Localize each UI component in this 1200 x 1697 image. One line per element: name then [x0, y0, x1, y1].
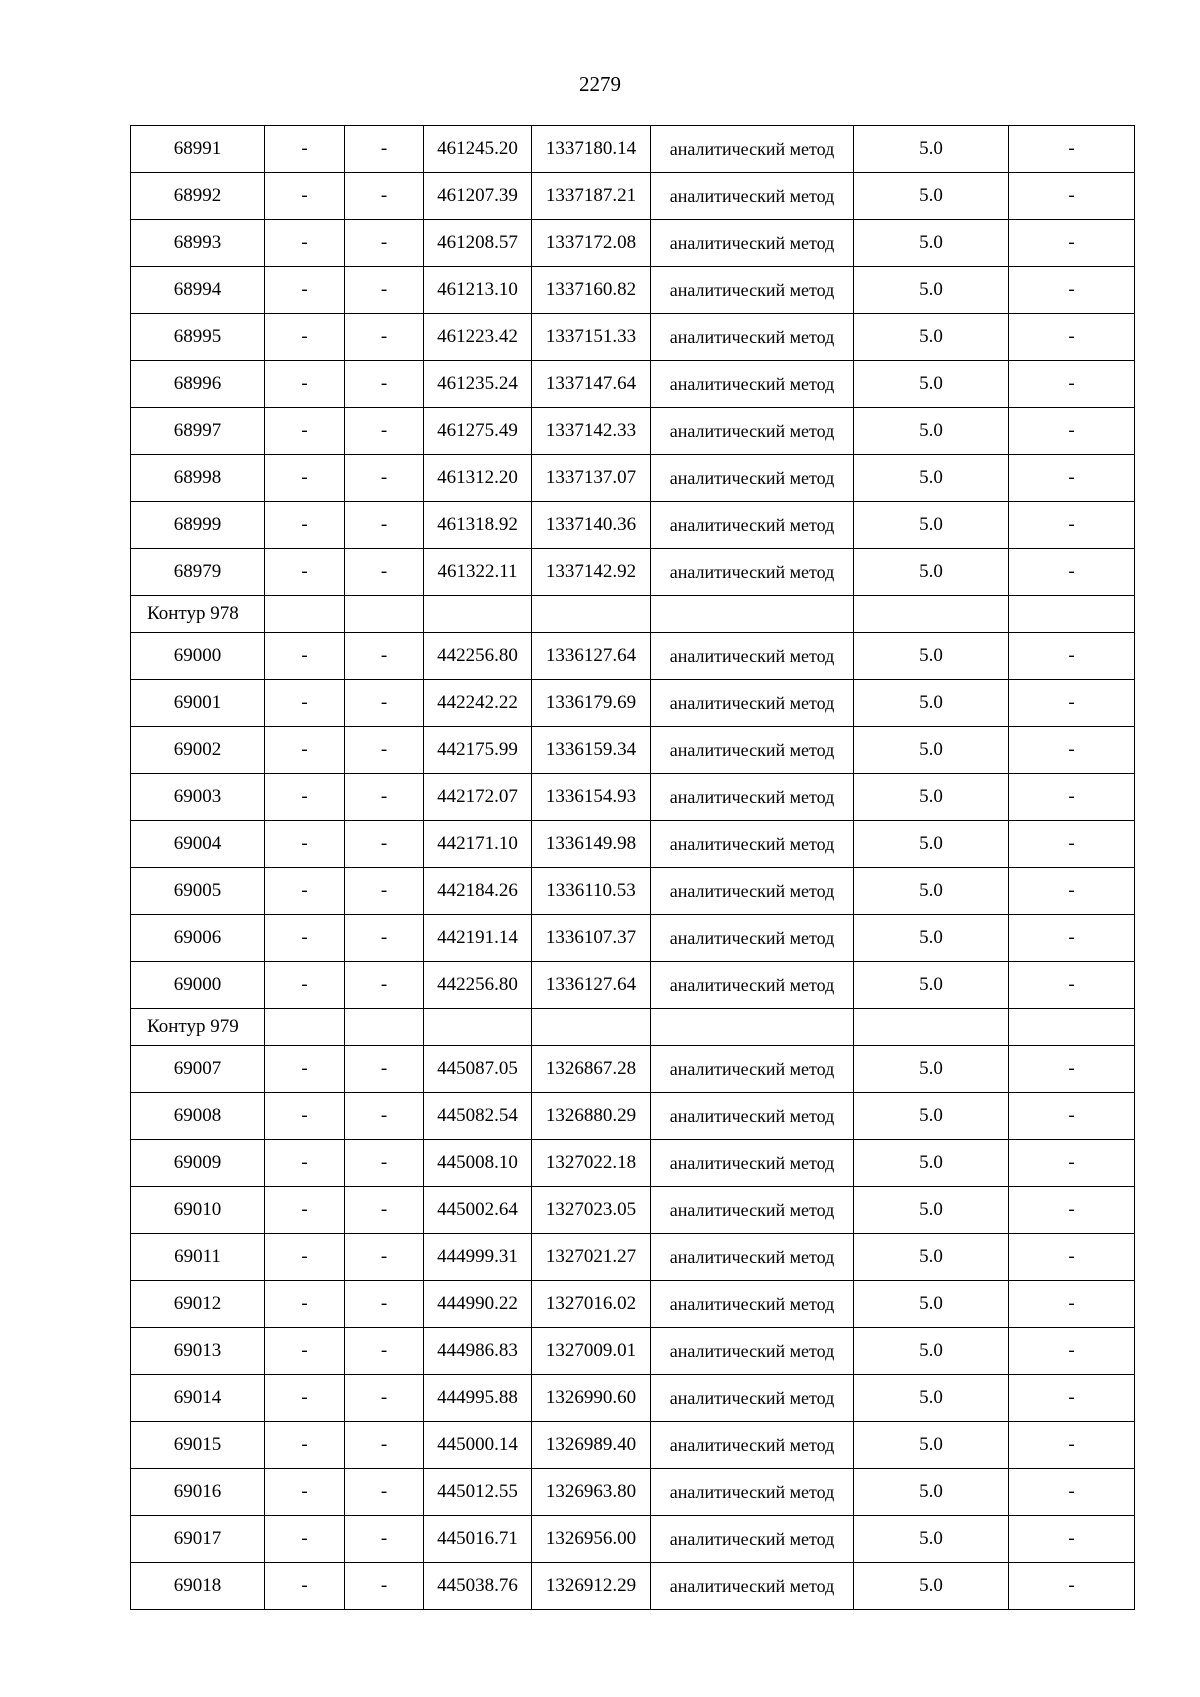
point-number-cell: 69000 [131, 633, 265, 680]
precision-cell: 5.0 [854, 1140, 1009, 1187]
column-2-cell: - [265, 220, 345, 267]
column-8-cell: - [1009, 220, 1135, 267]
column-2-cell: - [265, 1328, 345, 1375]
column-2-cell: - [265, 1281, 345, 1328]
x-coordinate-cell: 442171.10 [424, 821, 532, 868]
column-3-cell: - [345, 1234, 424, 1281]
column-3-cell: - [345, 173, 424, 220]
column-3-cell: - [345, 1046, 424, 1093]
y-coordinate-cell: 1337140.36 [532, 502, 651, 549]
column-8-cell: - [1009, 267, 1135, 314]
precision-cell: 5.0 [854, 680, 1009, 727]
table-row [131, 173, 1135, 220]
x-coordinate-cell: 442242.22 [424, 680, 532, 727]
column-2-cell: - [265, 1469, 345, 1516]
column-2-cell: - [265, 1046, 345, 1093]
method-cell: аналитический метод [651, 267, 854, 314]
table-row [131, 1281, 1135, 1328]
table-row [131, 1187, 1135, 1234]
column-2-cell: - [265, 126, 345, 173]
point-number-cell: 68998 [131, 455, 265, 502]
column-8-cell: - [1009, 962, 1135, 1009]
contour-header-row [131, 1009, 1135, 1046]
y-coordinate-cell: 1327009.01 [532, 1328, 651, 1375]
x-coordinate-cell: 445000.14 [424, 1422, 532, 1469]
y-coordinate-cell: 1326956.00 [532, 1516, 651, 1563]
column-2-cell: - [265, 1187, 345, 1234]
column-2-cell: - [265, 173, 345, 220]
empty-cell [532, 1009, 651, 1046]
x-coordinate-cell: 461275.49 [424, 408, 532, 455]
column-2-cell: - [265, 1234, 345, 1281]
column-3-cell: - [345, 1563, 424, 1610]
column-8-cell: - [1009, 868, 1135, 915]
column-8-cell: - [1009, 1328, 1135, 1375]
x-coordinate-cell: 461322.11 [424, 549, 532, 596]
x-coordinate-cell: 461213.10 [424, 267, 532, 314]
x-coordinate-cell: 445082.54 [424, 1093, 532, 1140]
x-coordinate-cell: 461312.20 [424, 455, 532, 502]
contour-label: Контур 979 [131, 1009, 265, 1046]
point-number-cell: 69007 [131, 1046, 265, 1093]
y-coordinate-cell: 1336107.37 [532, 915, 651, 962]
table-row [131, 1422, 1135, 1469]
method-cell: аналитический метод [651, 455, 854, 502]
x-coordinate-cell: 442172.07 [424, 774, 532, 821]
column-3-cell: - [345, 1187, 424, 1234]
column-2-cell: - [265, 727, 345, 774]
y-coordinate-cell: 1336149.98 [532, 821, 651, 868]
column-2-cell: - [265, 502, 345, 549]
column-8-cell: - [1009, 1140, 1135, 1187]
y-coordinate-cell: 1327016.02 [532, 1281, 651, 1328]
column-8-cell: - [1009, 1563, 1135, 1610]
x-coordinate-cell: 445087.05 [424, 1046, 532, 1093]
y-coordinate-cell: 1326880.29 [532, 1093, 651, 1140]
column-3-cell: - [345, 1140, 424, 1187]
column-8-cell: - [1009, 314, 1135, 361]
precision-cell: 5.0 [854, 1234, 1009, 1281]
empty-cell [532, 596, 651, 633]
method-cell: аналитический метод [651, 1140, 854, 1187]
point-number-cell: 68999 [131, 502, 265, 549]
column-3-cell: - [345, 1516, 424, 1563]
y-coordinate-cell: 1336110.53 [532, 868, 651, 915]
column-3-cell: - [345, 915, 424, 962]
table-row [131, 680, 1135, 727]
column-2-cell: - [265, 868, 345, 915]
column-3-cell: - [345, 408, 424, 455]
x-coordinate-cell: 442191.14 [424, 915, 532, 962]
point-number-cell: 69006 [131, 915, 265, 962]
y-coordinate-cell: 1326912.29 [532, 1563, 651, 1610]
empty-cell [651, 1009, 854, 1046]
empty-cell [345, 596, 424, 633]
precision-cell: 5.0 [854, 821, 1009, 868]
x-coordinate-cell: 445002.64 [424, 1187, 532, 1234]
empty-cell [424, 596, 532, 633]
column-3-cell: - [345, 361, 424, 408]
precision-cell: 5.0 [854, 1422, 1009, 1469]
x-coordinate-cell: 445008.10 [424, 1140, 532, 1187]
x-coordinate-cell: 445038.76 [424, 1563, 532, 1610]
column-2-cell: - [265, 1516, 345, 1563]
empty-cell [345, 1009, 424, 1046]
y-coordinate-cell: 1337147.64 [532, 361, 651, 408]
table-row [131, 1140, 1135, 1187]
column-8-cell: - [1009, 502, 1135, 549]
table-row [131, 126, 1135, 173]
precision-cell: 5.0 [854, 126, 1009, 173]
contour-header-row [131, 596, 1135, 633]
precision-cell: 5.0 [854, 1469, 1009, 1516]
column-3-cell: - [345, 1328, 424, 1375]
method-cell: аналитический метод [651, 1046, 854, 1093]
method-cell: аналитический метод [651, 868, 854, 915]
column-2-cell: - [265, 1563, 345, 1610]
method-cell: аналитический метод [651, 1563, 854, 1610]
empty-cell [854, 1009, 1009, 1046]
column-2-cell: - [265, 1140, 345, 1187]
column-3-cell: - [345, 220, 424, 267]
point-number-cell: 69009 [131, 1140, 265, 1187]
column-3-cell: - [345, 502, 424, 549]
point-number-cell: 68992 [131, 173, 265, 220]
x-coordinate-cell: 461223.42 [424, 314, 532, 361]
method-cell: аналитический метод [651, 1375, 854, 1422]
column-2-cell: - [265, 680, 345, 727]
table-row [131, 1375, 1135, 1422]
table-row [131, 1563, 1135, 1610]
table-row [131, 1469, 1135, 1516]
y-coordinate-cell: 1337172.08 [532, 220, 651, 267]
precision-cell: 5.0 [854, 1563, 1009, 1610]
column-8-cell: - [1009, 361, 1135, 408]
point-number-cell: 69012 [131, 1281, 265, 1328]
table-row [131, 455, 1135, 502]
precision-cell: 5.0 [854, 314, 1009, 361]
column-8-cell: - [1009, 1422, 1135, 1469]
y-coordinate-cell: 1336154.93 [532, 774, 651, 821]
x-coordinate-cell: 461318.92 [424, 502, 532, 549]
column-2-cell: - [265, 774, 345, 821]
method-cell: аналитический метод [651, 314, 854, 361]
table-row [131, 220, 1135, 267]
method-cell: аналитический метод [651, 549, 854, 596]
y-coordinate-cell: 1337137.07 [532, 455, 651, 502]
point-number-cell: 69001 [131, 680, 265, 727]
table-body [131, 126, 1135, 1610]
y-coordinate-cell: 1326989.40 [532, 1422, 651, 1469]
column-2-cell: - [265, 455, 345, 502]
column-2-cell: - [265, 549, 345, 596]
method-cell: аналитический метод [651, 915, 854, 962]
point-number-cell: 69000 [131, 962, 265, 1009]
precision-cell: 5.0 [854, 361, 1009, 408]
method-cell: аналитический метод [651, 502, 854, 549]
point-number-cell: 69018 [131, 1563, 265, 1610]
method-cell: аналитический метод [651, 408, 854, 455]
method-cell: аналитический метод [651, 220, 854, 267]
precision-cell: 5.0 [854, 1187, 1009, 1234]
method-cell: аналитический метод [651, 1516, 854, 1563]
method-cell: аналитический метод [651, 361, 854, 408]
point-number-cell: 69016 [131, 1469, 265, 1516]
empty-cell [1009, 596, 1135, 633]
column-2-cell: - [265, 915, 345, 962]
column-2-cell: - [265, 1375, 345, 1422]
x-coordinate-cell: 444999.31 [424, 1234, 532, 1281]
method-cell: аналитический метод [651, 962, 854, 1009]
point-number-cell: 69005 [131, 868, 265, 915]
column-3-cell: - [345, 727, 424, 774]
method-cell: аналитический метод [651, 821, 854, 868]
method-cell: аналитический метод [651, 173, 854, 220]
precision-cell: 5.0 [854, 173, 1009, 220]
point-number-cell: 69013 [131, 1328, 265, 1375]
column-8-cell: - [1009, 1093, 1135, 1140]
precision-cell: 5.0 [854, 1328, 1009, 1375]
column-8-cell: - [1009, 633, 1135, 680]
column-8-cell: - [1009, 1281, 1135, 1328]
precision-cell: 5.0 [854, 1281, 1009, 1328]
column-8-cell: - [1009, 173, 1135, 220]
method-cell: аналитический метод [651, 1093, 854, 1140]
column-3-cell: - [345, 1469, 424, 1516]
point-number-cell: 68991 [131, 126, 265, 173]
column-8-cell: - [1009, 1375, 1135, 1422]
point-number-cell: 69014 [131, 1375, 265, 1422]
column-8-cell: - [1009, 680, 1135, 727]
table-row [131, 549, 1135, 596]
column-3-cell: - [345, 868, 424, 915]
method-cell: аналитический метод [651, 126, 854, 173]
method-cell: аналитический метод [651, 1469, 854, 1516]
table-row [131, 821, 1135, 868]
precision-cell: 5.0 [854, 1093, 1009, 1140]
point-number-cell: 69017 [131, 1516, 265, 1563]
method-cell: аналитический метод [651, 1187, 854, 1234]
column-3-cell: - [345, 1422, 424, 1469]
y-coordinate-cell: 1327022.18 [532, 1140, 651, 1187]
column-8-cell: - [1009, 408, 1135, 455]
column-3-cell: - [345, 1281, 424, 1328]
x-coordinate-cell: 445012.55 [424, 1469, 532, 1516]
table-row [131, 1516, 1135, 1563]
x-coordinate-cell: 461207.39 [424, 173, 532, 220]
precision-cell: 5.0 [854, 868, 1009, 915]
point-number-cell: 69008 [131, 1093, 265, 1140]
table-row [131, 774, 1135, 821]
y-coordinate-cell: 1337180.14 [532, 126, 651, 173]
column-8-cell: - [1009, 774, 1135, 821]
column-2-cell: - [265, 1422, 345, 1469]
y-coordinate-cell: 1337160.82 [532, 267, 651, 314]
x-coordinate-cell: 444990.22 [424, 1281, 532, 1328]
precision-cell: 5.0 [854, 774, 1009, 821]
method-cell: аналитический метод [651, 1281, 854, 1328]
y-coordinate-cell: 1336179.69 [532, 680, 651, 727]
y-coordinate-cell: 1337151.33 [532, 314, 651, 361]
point-number-cell: 69003 [131, 774, 265, 821]
column-8-cell: - [1009, 549, 1135, 596]
table-row [131, 361, 1135, 408]
table-row [131, 868, 1135, 915]
x-coordinate-cell: 461245.20 [424, 126, 532, 173]
column-3-cell: - [345, 633, 424, 680]
y-coordinate-cell: 1337142.92 [532, 549, 651, 596]
precision-cell: 5.0 [854, 455, 1009, 502]
table-row [131, 1328, 1135, 1375]
contour-label: Контур 978 [131, 596, 265, 633]
point-number-cell: 69002 [131, 727, 265, 774]
method-cell: аналитический метод [651, 1422, 854, 1469]
point-number-cell: 68979 [131, 549, 265, 596]
empty-cell [265, 1009, 345, 1046]
column-8-cell: - [1009, 727, 1135, 774]
y-coordinate-cell: 1336127.64 [532, 962, 651, 1009]
precision-cell: 5.0 [854, 1375, 1009, 1422]
empty-cell [265, 596, 345, 633]
empty-cell [854, 596, 1009, 633]
column-2-cell: - [265, 361, 345, 408]
empty-cell [651, 596, 854, 633]
table-row [131, 314, 1135, 361]
column-8-cell: - [1009, 126, 1135, 173]
column-2-cell: - [265, 267, 345, 314]
x-coordinate-cell: 442256.80 [424, 633, 532, 680]
precision-cell: 5.0 [854, 1516, 1009, 1563]
table-row [131, 267, 1135, 314]
column-3-cell: - [345, 1375, 424, 1422]
point-number-cell: 68997 [131, 408, 265, 455]
method-cell: аналитический метод [651, 633, 854, 680]
precision-cell: 5.0 [854, 915, 1009, 962]
x-coordinate-cell: 442175.99 [424, 727, 532, 774]
column-8-cell: - [1009, 1516, 1135, 1563]
x-coordinate-cell: 461208.57 [424, 220, 532, 267]
column-3-cell: - [345, 314, 424, 361]
y-coordinate-cell: 1326963.80 [532, 1469, 651, 1516]
y-coordinate-cell: 1336127.64 [532, 633, 651, 680]
column-3-cell: - [345, 126, 424, 173]
column-8-cell: - [1009, 1046, 1135, 1093]
table-row [131, 915, 1135, 962]
table-row [131, 633, 1135, 680]
column-8-cell: - [1009, 1187, 1135, 1234]
y-coordinate-cell: 1336159.34 [532, 727, 651, 774]
column-2-cell: - [265, 314, 345, 361]
x-coordinate-cell: 442256.80 [424, 962, 532, 1009]
empty-cell [1009, 1009, 1135, 1046]
column-3-cell: - [345, 455, 424, 502]
y-coordinate-cell: 1337142.33 [532, 408, 651, 455]
method-cell: аналитический метод [651, 1328, 854, 1375]
table-row [131, 1046, 1135, 1093]
precision-cell: 5.0 [854, 267, 1009, 314]
x-coordinate-cell: 442184.26 [424, 868, 532, 915]
x-coordinate-cell: 461235.24 [424, 361, 532, 408]
method-cell: аналитический метод [651, 1234, 854, 1281]
point-number-cell: 68993 [131, 220, 265, 267]
coordinates-table [130, 125, 1135, 1610]
column-8-cell: - [1009, 455, 1135, 502]
table-row [131, 1093, 1135, 1140]
y-coordinate-cell: 1326990.60 [532, 1375, 651, 1422]
x-coordinate-cell: 444986.83 [424, 1328, 532, 1375]
point-number-cell: 68994 [131, 267, 265, 314]
column-3-cell: - [345, 821, 424, 868]
column-2-cell: - [265, 821, 345, 868]
method-cell: аналитический метод [651, 727, 854, 774]
method-cell: аналитический метод [651, 774, 854, 821]
precision-cell: 5.0 [854, 1046, 1009, 1093]
precision-cell: 5.0 [854, 408, 1009, 455]
method-cell: аналитический метод [651, 680, 854, 727]
point-number-cell: 69004 [131, 821, 265, 868]
point-number-cell: 69011 [131, 1234, 265, 1281]
column-2-cell: - [265, 408, 345, 455]
table-row [131, 727, 1135, 774]
column-8-cell: - [1009, 1234, 1135, 1281]
y-coordinate-cell: 1337187.21 [532, 173, 651, 220]
column-3-cell: - [345, 774, 424, 821]
empty-cell [424, 1009, 532, 1046]
column-3-cell: - [345, 962, 424, 1009]
table-row [131, 1234, 1135, 1281]
column-3-cell: - [345, 549, 424, 596]
precision-cell: 5.0 [854, 962, 1009, 1009]
precision-cell: 5.0 [854, 633, 1009, 680]
column-3-cell: - [345, 1093, 424, 1140]
column-3-cell: - [345, 680, 424, 727]
column-2-cell: - [265, 1093, 345, 1140]
column-8-cell: - [1009, 821, 1135, 868]
point-number-cell: 68995 [131, 314, 265, 361]
x-coordinate-cell: 445016.71 [424, 1516, 532, 1563]
precision-cell: 5.0 [854, 502, 1009, 549]
y-coordinate-cell: 1327021.27 [532, 1234, 651, 1281]
column-8-cell: - [1009, 1469, 1135, 1516]
precision-cell: 5.0 [854, 220, 1009, 267]
precision-cell: 5.0 [854, 549, 1009, 596]
column-3-cell: - [345, 267, 424, 314]
column-8-cell: - [1009, 915, 1135, 962]
x-coordinate-cell: 444995.88 [424, 1375, 532, 1422]
precision-cell: 5.0 [854, 727, 1009, 774]
column-2-cell: - [265, 633, 345, 680]
y-coordinate-cell: 1327023.05 [532, 1187, 651, 1234]
point-number-cell: 68996 [131, 361, 265, 408]
point-number-cell: 69015 [131, 1422, 265, 1469]
table-row [131, 408, 1135, 455]
column-2-cell: - [265, 962, 345, 1009]
point-number-cell: 69010 [131, 1187, 265, 1234]
table-row [131, 502, 1135, 549]
y-coordinate-cell: 1326867.28 [532, 1046, 651, 1093]
table-row [131, 962, 1135, 1009]
page-number: 2279 [579, 72, 621, 96]
